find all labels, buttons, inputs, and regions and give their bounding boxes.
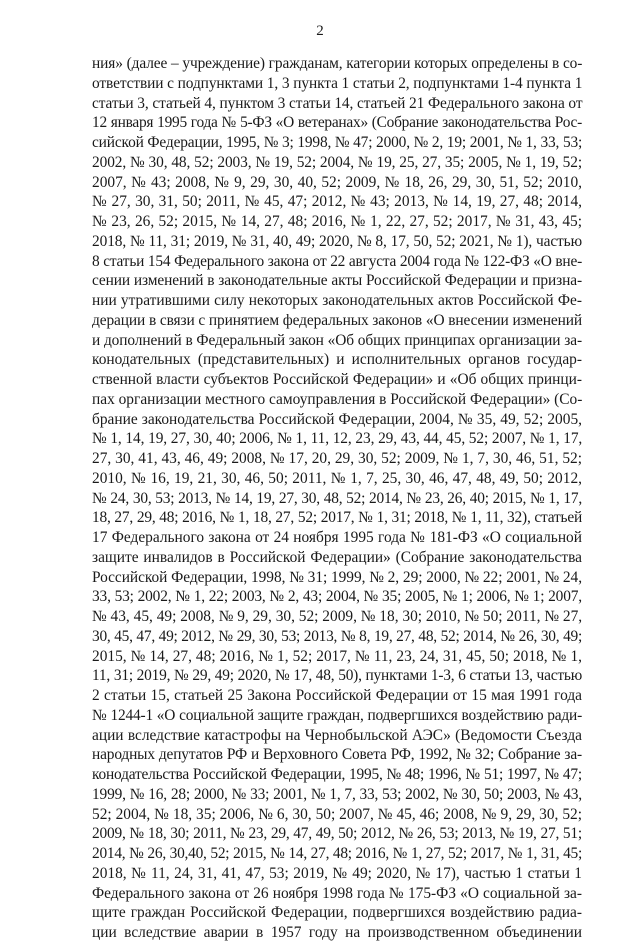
text-line: ственной власти субъектов Российской Федерации» и «Об общих принци-: [92, 371, 582, 388]
text-line: Федерального закона от 26 ноября 1998 года № 175-ФЗ «О социальной за-: [92, 884, 582, 902]
text-line: дерации в связи с принятием федеральных законов «О внесении изменений: [92, 311, 582, 329]
text-line: 1999, № 16, 28; 2000, № 33; 2001, № 1, 7, 33, 53; 2002, № 30, 50; 2003, № 43,: [92, 785, 582, 803]
text-line: № 24, 30, 53; 2013, № 14, 19, 27, 30, 48, 52; 2014, № 23, 26, 40; 2015, № 1, 17,: [92, 489, 582, 507]
text-line: статьи 3, статьей 4, пунктом 3 статьи 14, статьей 21 Федерального закона от: [92, 94, 583, 112]
text-line: 18, 27, 29, 48; 2016, № 1, 18, 27, 52; 2017, № 1, 31; 2018, № 1, 11, 32), статьей: [92, 509, 582, 527]
text-line: 8 статьи 154 Федерального закона от 22 августа 2004 года № 122-ФЗ «О вне-: [92, 252, 582, 270]
text-line: конодательных (представительных) и исполнительных органов государ-: [92, 351, 582, 369]
text-line: 17 Федерального закона от 24 ноября 1995 года № 181-ФЗ «О социальной: [92, 529, 582, 546]
text-line: народных депутатов РФ и Верховного Совета РФ, 1992, № 32; Собрание за-: [92, 746, 582, 764]
text-line: 2 статьи 15, статьей 25 Закона Российской Федерации от 15 мая 1991 года: [92, 687, 582, 704]
text-line: ции вследствие аварии в 1957 году на производственном объединении: [92, 924, 582, 941]
document-body: [92, 54, 582, 943]
text-line: № 1244-1 «О социальной защите граждан, подвергшихся воздействию ради-: [92, 706, 582, 724]
text-line: 2018, № 11, 31; 2019, № 31, 40, 49; 2020, № 8, 17, 50, 52; 2021, № 1), частью: [92, 232, 582, 250]
text-line: 27, 30, 41, 43, 46, 49; 2008, № 17, 20, 29, 30, 52; 2009, № 1, 7, 30, 46, 51, 52;: [92, 450, 582, 467]
text-line: 33, 53; 2002, № 1, 22; 2003, № 2, 43; 2004, № 35; 2005, № 1; 2006, № 1; 2007,: [92, 588, 582, 606]
text-line: 11, 31; 2019, № 29, 49; 2020, № 17, 48, 50), пунктами 1-3, 6 статьи 13, частью: [92, 667, 582, 685]
text-line: № 23, 26, 52; 2015, № 14, 27, 48; 2016, № 1, 22, 27, 52; 2017, № 31, 43, 45;: [92, 213, 582, 230]
text-line: 2007, № 43; 2008, № 9, 29, 30, 40, 52; 2009, № 18, 26, 29, 30, 51, 52; 2010,: [92, 173, 582, 191]
text-line: ния» (далее – учреждение) гражданам, категории которых определены в со-: [92, 55, 583, 72]
text-line: 52; 2004, № 18, 35; 2006, № 6, 30, 50; 2007, № 45, 46; 2008, № 9, 29, 30, 52;: [92, 805, 582, 823]
text-line: 2009, № 18, 30; 2011, № 23, 29, 47, 49, 50; 2012, № 26, 53; 2013, № 19, 27, 51;: [92, 825, 582, 843]
text-line: № 43, 45, 49; 2008, № 9, 29, 30, 52; 2009, № 18, 30; 2010, № 50; 2011, № 27,: [92, 608, 583, 625]
text-line: и дополнений в Федеральный закон «Об общих принципах организации за-: [92, 331, 582, 349]
text-line: 2010, № 16, 19, 21, 30, 46, 50; 2011, № 1, 7, 25, 30, 46, 47, 48, 49, 50; 2012,: [92, 469, 582, 487]
text-line: нии утратившими силу некоторых законодательных актов Российской Фе-: [92, 292, 582, 309]
text-line: 30, 45, 47, 49; 2012, № 29, 30, 53; 2013, № 8, 19, 27, 48, 52; 2014, № 26, 30, 49;: [92, 627, 582, 645]
text-line: защите инвалидов в Российской Федерации» (Собрание законодательства: [92, 548, 582, 566]
text-line: Российской Федерации, 1998, № 31; 1999, № 2, 29; 2000, № 22; 2001, № 24,: [92, 568, 582, 586]
text-line: 2018, № 11, 24, 31, 41, 47, 53; 2019, № 49; 2020, № 17), частью 1 статьи 1: [92, 864, 582, 882]
text-line: ответствии с подпунктами 1, 3 пункта 1 статьи 2, подпунктами 1-4 пункта 1: [92, 74, 583, 92]
text-line: № 1, 14, 19, 27, 30, 40; 2006, № 1, 11, 12, 23, 29, 43, 44, 45, 52; 2007, № 1, 17,: [92, 430, 583, 448]
text-line: 2014, № 26, 30,40, 52; 2015, № 14, 27, 48; 2016, № 1, 27, 52; 2017, № 1, 31, 45;: [92, 845, 582, 862]
text-line: брание законодательства Российской Федерации, 2004, № 35, 49, 52; 2005,: [92, 410, 582, 428]
text-line: сении изменений в законодательные акты Российской Федерации и призна-: [92, 272, 582, 290]
text-line: конодательства Российской Федерации, 1995, № 48; 1996, № 51; 1997, № 47;: [92, 766, 582, 783]
text-line: сийской Федерации, 1995, № 3; 1998, № 47; 2000, № 2, 19; 2001, № 1, 33, 53;: [92, 134, 583, 151]
text-line: № 27, 30, 31, 50; 2011, № 45, 47; 2012, № 43; 2013, № 14, 19, 27, 48; 2014,: [92, 193, 582, 211]
text-line: пах организации местного самоуправления в Российской Федерации» (Со-: [92, 390, 583, 408]
text-line: щите граждан Российской Федерации, подвергшихся воздействию радиа-: [92, 904, 582, 922]
text-line: 12 января 1995 года № 5-ФЗ «О ветеранах» (Собрание законодательства Рос-: [92, 114, 582, 132]
text-line: 2015, № 14, 27, 48; 2016, № 1, 52; 2017, № 11, 23, 24, 31, 45, 50; 2018, № 1,: [92, 647, 582, 665]
text-line: 2002, № 30, 48, 52; 2003, № 19, 52; 2004, № 19, 25, 27, 35; 2005, № 1, 19, 52;: [92, 153, 582, 171]
page-number: 2: [316, 23, 324, 39]
text-line: ации вследствие катастрофы на Чернобыльской АЭС» (Ведомости Съезда: [92, 726, 582, 744]
